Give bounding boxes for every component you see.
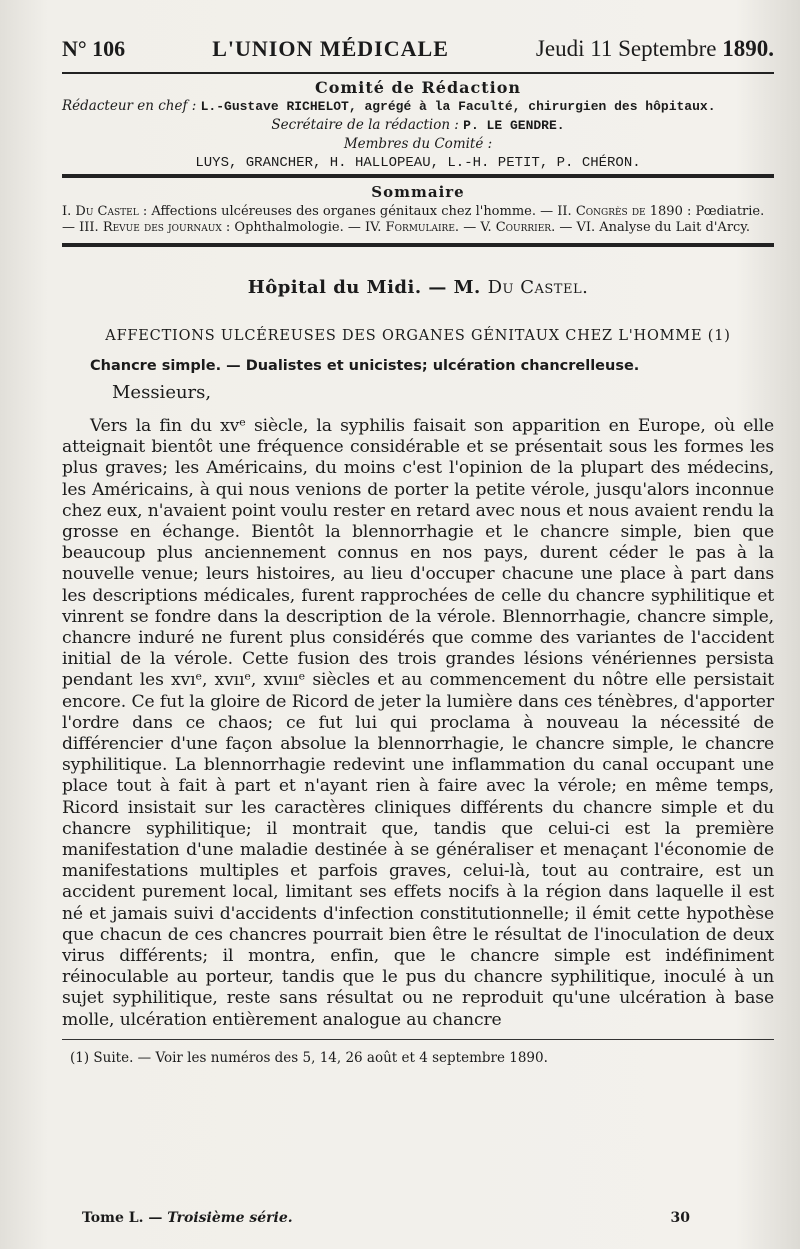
article-heading: [62, 247, 774, 403]
issue-date-day: Jeudi 11 Septembre: [535, 36, 723, 61]
sommaire-title: Sommaire: [371, 183, 465, 201]
sommaire: [62, 178, 774, 242]
members-label: Membres du Comité :: [343, 136, 493, 152]
secretary-line: [62, 116, 774, 135]
issue-year: 1890.: [722, 36, 774, 61]
chief-editor-line: [62, 97, 774, 116]
page-footer: [82, 1210, 690, 1226]
issue-number: N° 106: [62, 36, 126, 61]
sommaire-item: VI. Analyse du Lait d'Arcy.: [576, 220, 751, 235]
sommaire-item: II. Congrès de 1890 : Pœdiatrie. —: [62, 204, 765, 235]
sommaire-item: III. Revue des journaux : Ophthalmologie. —: [79, 220, 361, 235]
sommaire-item: I. Du Castel : Affections ulcéreuses des organes génitaux chez l'homme. —: [62, 204, 554, 219]
section-heading: Chancre simple. — Dualistes et unicistes; ulcération chancrelleuse.: [90, 358, 640, 374]
footnote: (1) Suite. — Voir les numéros des 5, 14, 26 août et 4 septembre 1890.: [70, 1049, 548, 1066]
running-header: [62, 36, 774, 72]
article-body: Vers la fin du xvᵉ siècle, la syphilis faisait son apparition en Europe, où elle atteignait bientôt une fréquence considérable et se présentait sous les formes les plus graves; les Américains, du moins c'est l'opinion de la plupart des médecins, les Américains, à qui nous venions de porter la petite vérole, jusqu'alors inconnue chez eux, n'avaient point voulu rester en retard avec nous et nous avaient rendu la grosse en échange. Bientôt la blennorrhagie et le chancre simple, bien que beaucoup plus anciennement connus en nos pays, durent céder le pas à la nouvelle venue; leurs histoires, au lieu d'occuper chacune une place à part dans les descriptions médicales, furent rapprochées de celle du chancre syphilitique et vinrent se fondre dans la description de la vérole. Blennorrhagie, chancre simple, chancre induré ne furent plus considérés que comme des variantes de l'accident initial de la vérole. Cette fusion des trois grandes lésions vénériennes persista pendant les xvıᵉ, xvııᵉ, xvıııᵉ siècles et au commencement du nôtre elle persistait encore. Ce fut la gloire de Ricord de jeter la lumière dans ces ténèbres, d'apporter l'ordre dans ce chaos; ce fut lui qui proclama à nouveau la nécessité de différencier d'une façon absolue la blennorrhagie, le chancre simple, le chancre syphilitique. La blennorrhagie redevint une inflammation du canal occupant une place tout à fait à part et n'ayant rien à faire avec la vérole; en même temps, Ricord insistait sur les caractères cliniques différents du chancre simple et du chancre syphilitique; il montrait que, tandis que celui-ci est la première manifestation d'une maladie destinée à se généraliser et menaçant l'économie de manifestations multiples et parfois graves, celui-là, tout au contraire, est un accident purement local, limitant ses effets nocifs à la région dans laquelle il est né et jamais suivi d'accidents d'infection constitutionnelle; il émit cette hypothèse que chacun de ces chancres pourrait bien être le résultat de l'inoculation de deux virus différents; il montra, enfin, que le chancre simple est indéfiniment réinoculable au porteur, tandis que le pus du chancre syphilitique, inoculé à un sujet syphilitique, reste sans résultat ou ne reproduit qu'une ulcération à base molle, ulcération entièrement analogue au chancre: [62, 416, 774, 1030]
chief-editor-label: Rédacteur en chef :: [62, 98, 197, 114]
committee-title: Comité de Rédaction: [314, 78, 522, 97]
sommaire-item: IV. Formulaire. —: [365, 220, 477, 235]
secretary-label: Secrétaire de la rédaction :: [271, 117, 459, 133]
members-list: LUYS, GRANCHER, H. HALLOPEAU, L.-H. PETIT, P. CHÉRON.: [195, 155, 641, 171]
editorial-committee: [62, 74, 774, 173]
hospital-title: [62, 247, 774, 298]
volume-info: [82, 1210, 293, 1226]
hospital-name: Hôpital du Midi. — M.: [247, 277, 481, 298]
secretary-name: P. LE GENDRE.: [463, 118, 565, 133]
salutation: Messieurs,: [112, 382, 212, 403]
page-number: 30: [670, 1210, 690, 1226]
chief-editor-name: L.-Gustave RICHELOT, agrégé à la Faculté, chirurgien des hôpitaux.: [200, 99, 716, 114]
article-subtitle: AFFECTIONS ULCÉREUSES DES ORGANES GÉNITAUX CHEZ L'HOMME (1): [105, 328, 731, 344]
sommaire-items: [62, 204, 774, 236]
sommaire-item: V. Courrier. —: [480, 220, 573, 235]
series-label: Troisième série.: [167, 1210, 293, 1226]
article-author: Du Castel.: [487, 277, 589, 298]
issue-date: [536, 36, 774, 62]
volume-label: Tome L. —: [82, 1210, 163, 1226]
journal-title: L'UNION MÉDICALE: [212, 36, 449, 61]
